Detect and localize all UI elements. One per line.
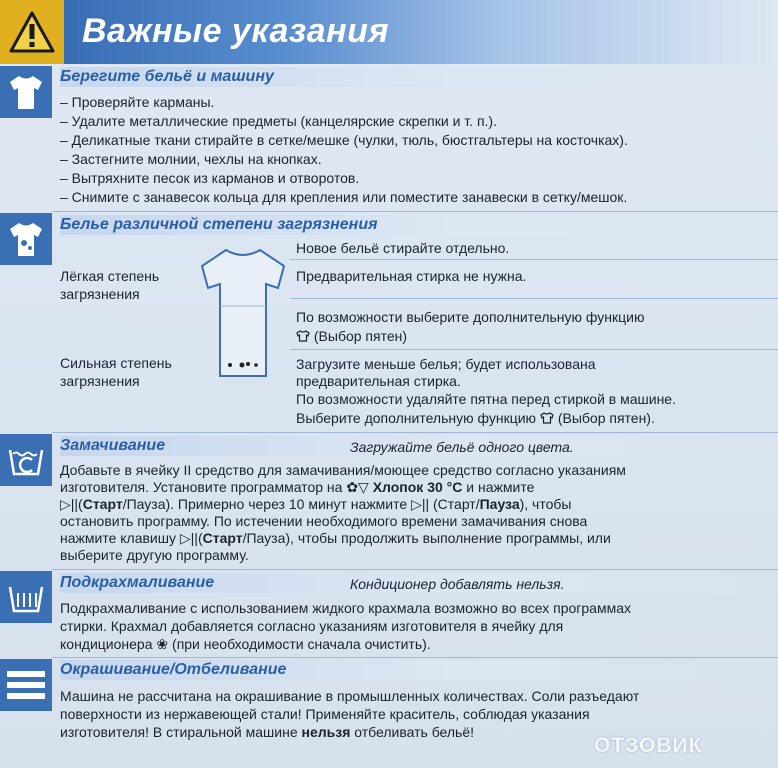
section-icon-box [0,659,52,711]
soak-line: остановить программу. По истечении необходимого времени замачивания снова [60,513,588,529]
text-fragment: (при необходимости сначала очистить). [172,636,431,652]
section-heading-soil [60,215,778,235]
soil-line: Новое бельё стирайте отдельно. [296,240,510,256]
text-fragment: отбеливать бельё! [354,724,475,740]
tshirt-icon [6,72,46,112]
divider [52,432,778,433]
soil-label: Лёгкая степень [60,268,160,284]
text-fragment: ( [78,496,83,512]
soil-line-with-icon [296,328,407,345]
soak-basin-icon [6,440,46,480]
dye-stripes-icon [6,665,46,705]
care-item: – Удалите металлические предметы (канцелярские скрепки и т. п.). [60,113,497,129]
warning-box [0,0,64,64]
section-title: Замачивание [60,437,166,454]
dye-line [60,724,474,741]
start-pause-icon: ▷|| [179,530,198,546]
soil-label: загрязнения [60,286,140,302]
divider [52,211,778,212]
page-title: Важные указания [82,12,389,50]
text-fragment: изготовителя. Установите программатор на [60,479,343,495]
text-fragment: (Старт/ [433,496,480,512]
text-fragment: изготовителя! В стиральной машине [60,724,298,740]
text-fragment: кондиционера [60,636,153,652]
section-title: Окрашивание/Отбеливание [60,661,287,678]
section-title: Берегите бельё и машину [60,68,274,85]
divider [290,298,778,299]
shirt-illustration [196,244,290,382]
soil-line: По возможности удаляйте пятна перед стиркой в машине. [296,391,676,407]
text-fragment: и нажмите [466,479,535,495]
soak-line [60,530,611,547]
bold-text: нельзя [301,724,351,740]
soil-line: По возможности выберите дополнительную функцию [296,309,645,325]
section-heading-starch [60,573,778,593]
section-heading-care [60,67,778,87]
soak-line [60,479,534,496]
starch-line [60,636,431,653]
section-icon-box [0,434,52,486]
stain-shirt-icon [540,412,554,424]
section-note: Загружайте бельё одного цвета. [350,439,574,455]
bold-text: Старт [202,530,243,546]
soil-line: предварительная стирка. [296,373,461,389]
text-fragment: нажмите клавишу [60,530,176,546]
section-icon-box [0,66,52,118]
section-icon-box [0,571,52,623]
bold-text: Пауза [479,496,520,512]
section-note: Кондиционер добавлять нельзя. [350,576,565,592]
divider [290,259,778,260]
section-heading-dye [60,660,778,680]
soil-label: загрязнения [60,373,140,389]
start-pause-icon: ▷|| [411,496,430,512]
program-name: Хлопок 30 °C [372,479,463,495]
soak-line: Добавьте в ячейку II средство для замачивания/моющее средство согласно указаниям [60,462,626,478]
text-fragment: /Пауза). Примерно через 10 минут нажмите [122,496,408,512]
soil-line: Загрузите меньше белья; будет использована [296,356,596,372]
soil-line: (Выбор пятен) [313,328,408,344]
header-bar [0,0,778,64]
text-fragment: ), чтобы [519,496,572,512]
bold-text: Старт [82,496,123,512]
divider [52,657,778,658]
soil-line: Предварительная стирка не нужна. [296,268,527,284]
care-item: – Снимите с занавесок кольца для крепления или поместите занавески в сетку/мешок. [60,189,628,205]
watermark: ОТЗОВИК [594,734,703,757]
softener-flower-icon: ❀ [156,636,169,652]
text-fragment: ( [197,530,203,546]
dye-line: Машина не рассчитана на окрашивание в промышленных количествах. Соли разъедают [60,688,640,704]
soil-line: (Выбор пятен). [557,410,655,426]
section-title: Белье различной степени загрязнения [60,216,378,233]
section-icon-box [0,213,52,265]
section-heading-soak [60,436,778,456]
care-item: – Застегните молнии, чехлы на кнопках. [60,151,322,167]
soil-line-with-icon [296,410,655,427]
soil-line: Выберите дополнительную функцию [296,410,537,426]
divider [52,569,778,570]
section-title: Подкрахмаливание [60,574,215,591]
stain-shirt-icon [296,330,310,342]
dye-line: поверхности из нержавеющей стали! Применяйте краситель, соблюдая указания [60,706,590,722]
soak-line [60,496,571,513]
starch-line: Подкрахмаливание с использованием жидкого крахмала возможно во всех программах [60,600,631,616]
text-fragment: /Пауза), чтобы продолжить выполнение программы, или [242,530,611,546]
care-item: – Деликатные ткани стирайте в сетке/мешке (чулки, тюль, бюстгальтеры на косточках). [60,132,628,148]
care-item: – Вытряхните песок из карманов и отворотов. [60,170,360,186]
starch-basin-icon [6,577,46,617]
stained-tshirt-icon [6,219,46,259]
soil-label: Сильная степень [60,355,172,371]
warning-icon [8,10,56,54]
divider [290,349,778,350]
start-pause-icon: ▷|| [60,496,79,512]
soak-line: выберите другую программу. [60,547,249,563]
cotton-program-icon: ✿▽ [346,479,369,495]
starch-line: стирки. Крахмал добавляется согласно указаниям изготовителя в ячейку для [60,618,564,634]
care-item: – Проверяйте карманы. [60,94,215,110]
